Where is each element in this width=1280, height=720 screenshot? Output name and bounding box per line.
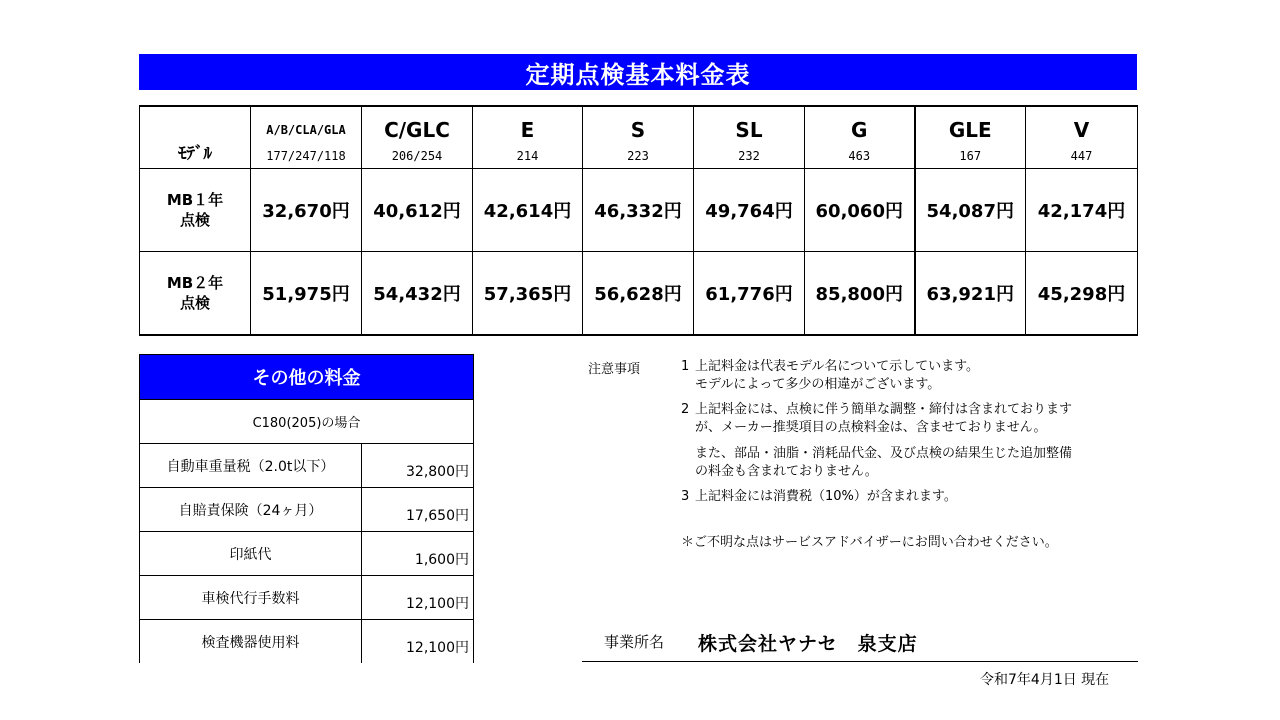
model-cell <box>915 106 1026 169</box>
note-item <box>681 358 979 394</box>
note-number: 1 <box>681 359 690 374</box>
note-line1: 上記料金には消費税（10%）が含まれます。 <box>695 489 957 504</box>
price-cell: 54,087円 <box>915 169 1026 252</box>
price-row-1year <box>140 169 1138 252</box>
model-label: ﾓﾃﾞﾙ <box>178 144 212 164</box>
model-name: S <box>630 117 646 142</box>
model-header-row <box>140 106 1138 169</box>
note-line1: 上記料金は代表モデル名について示しています。 <box>695 359 980 374</box>
model-name: C/GLC <box>384 117 450 142</box>
office-name: 株式会社ヤナセ 泉支店 <box>698 633 918 655</box>
price-cell: 57,365円 <box>473 252 583 336</box>
row-label-line2: 点検 <box>179 211 210 229</box>
price-cell: 54,432円 <box>362 252 473 336</box>
model-code: 214 <box>516 148 539 163</box>
price-table <box>139 105 1138 336</box>
model-cell <box>473 106 583 169</box>
note-line2: の料金も含まれておりません。 <box>695 464 878 479</box>
row-label-line1: MB１年 <box>166 191 224 209</box>
fee-value: 12,100円 <box>362 620 474 664</box>
price-cell: 60,060円 <box>805 169 915 252</box>
price-cell: 56,628円 <box>583 252 694 336</box>
fee-label: 車検代行手数料 <box>140 576 362 620</box>
fee-row <box>140 488 474 532</box>
model-code: 206/254 <box>391 148 443 163</box>
model-cell <box>805 106 915 169</box>
fee-value: 17,650円 <box>362 488 474 532</box>
divider <box>582 661 1138 662</box>
price-cell: 45,298円 <box>1026 252 1138 336</box>
model-cell <box>1026 106 1138 169</box>
note-line2: が、メーカー推奨項目の点検料金は、含ませておりません。 <box>695 420 1047 435</box>
model-name: GLE <box>948 117 992 142</box>
fee-label: 自賠責保険（24ヶ月） <box>140 488 362 532</box>
row-label <box>140 169 251 252</box>
model-name: SL <box>735 117 763 142</box>
price-row-2year <box>140 252 1138 336</box>
model-code: 167 <box>959 148 982 163</box>
price-cell: 42,614円 <box>473 169 583 252</box>
fee-row <box>140 576 474 620</box>
price-cell: 61,776円 <box>694 252 805 336</box>
other-fees-subtitle: C180(205)の場合 <box>140 400 474 444</box>
model-code: 223 <box>627 148 649 163</box>
office-label: 事業所名 <box>604 633 665 651</box>
fee-row <box>140 620 474 664</box>
model-cell <box>362 106 473 169</box>
other-fees-title: その他の料金 <box>140 355 474 400</box>
note-number: 2 <box>681 402 690 417</box>
model-code: 177/247/118 <box>266 148 346 163</box>
price-cell: 51,975円 <box>251 252 362 336</box>
price-cell: 85,800円 <box>805 252 915 336</box>
fee-value: 12,100円 <box>362 576 474 620</box>
model-label-cell <box>140 106 251 169</box>
note-line1: また、部品・油脂・消耗品代金、及び点検の結果生じた追加整備 <box>695 446 1073 461</box>
note-footnote <box>681 534 1058 552</box>
as-of-date: 令和7年4月1日 現在 <box>980 672 1110 688</box>
model-name: A/B/CLA/GLA <box>266 122 346 137</box>
price-cell: 40,612円 <box>362 169 473 252</box>
model-name: G <box>851 117 868 142</box>
footnote-text: ＊ご不明な点はサービスアドバイザーにお問い合わせください。 <box>681 535 1058 550</box>
note-line2: モデルによって多少の相違がございます。 <box>695 377 941 392</box>
fee-value: 32,800円 <box>362 444 474 488</box>
note-item <box>681 445 1072 481</box>
row-label-line1: MB２年 <box>166 274 224 292</box>
note-line1: 上記料金には、点検に伴う簡単な調整・締付は含まれております <box>695 402 1073 417</box>
other-fees-table <box>139 354 474 663</box>
fee-value: 1,600円 <box>362 532 474 576</box>
model-code: 463 <box>848 148 871 163</box>
page-title: 定期点検基本料金表 <box>139 54 1137 90</box>
model-cell <box>694 106 805 169</box>
row-label <box>140 252 251 336</box>
model-code: 232 <box>738 148 760 163</box>
price-cell: 42,174円 <box>1026 169 1138 252</box>
notes-title: 注意事項 <box>588 362 641 377</box>
model-cell <box>583 106 694 169</box>
price-cell: 49,764円 <box>694 169 805 252</box>
note-item <box>681 488 957 506</box>
price-cell: 46,332円 <box>583 169 694 252</box>
note-item <box>681 401 1072 437</box>
model-code: 447 <box>1070 148 1093 163</box>
fee-label: 印紙代 <box>140 532 362 576</box>
price-cell: 32,670円 <box>251 169 362 252</box>
row-label-line2: 点検 <box>179 294 210 312</box>
note-number: 3 <box>681 489 690 504</box>
model-name: V <box>1073 117 1090 142</box>
fee-row <box>140 532 474 576</box>
price-cell: 63,921円 <box>915 252 1026 336</box>
fee-row <box>140 444 474 488</box>
model-cell <box>251 106 362 169</box>
fee-label: 自動車重量税（2.0t以下） <box>140 444 362 488</box>
fee-label: 検査機器使用料 <box>140 620 362 664</box>
model-name: E <box>520 117 535 142</box>
